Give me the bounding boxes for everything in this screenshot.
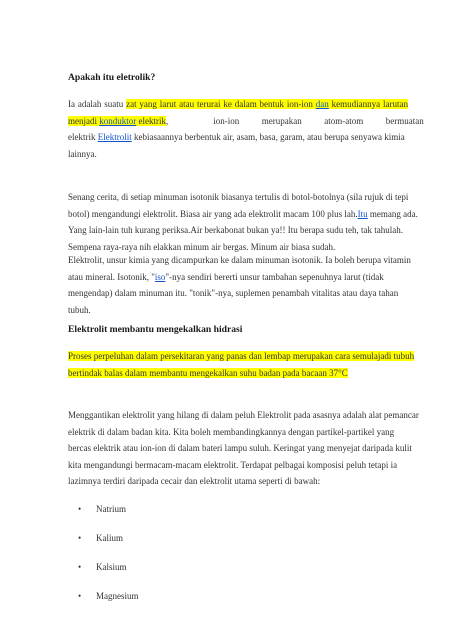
paragraph-line bbox=[68, 348, 415, 365]
paragraph-definition bbox=[68, 96, 424, 162]
paragraph-perpeluhan bbox=[68, 348, 415, 381]
paragraph-line bbox=[68, 365, 408, 382]
paragraph-line: botol) mengandungi elektrolit. Biasa air yang ada elektrolit macam 100 plus lah.Itu memang ada. bbox=[68, 208, 418, 219]
paragraph-line: Sempena raya-raya nih elakkan minum air bergas. Minum air biasa sudah. bbox=[68, 241, 336, 252]
paragraph-line: lainnya. bbox=[68, 148, 97, 159]
paragraph-line: Senang cerita, di setiap minuman isotonik biasanya tertulis di botol-botolnya (sila rujuk di tepi bbox=[68, 192, 409, 202]
bullet-icon: • bbox=[78, 533, 82, 543]
paragraph-line: elektrik di dalam badan kita. Kita boleh membandingkannya dengan partikel-partikel yang bbox=[68, 426, 395, 437]
link-iso[interactable]: iso bbox=[154, 271, 166, 282]
paragraph-line: bercas elektrik atau ion-ion di dalam bateri lampu suluh. Keringat yang menyejat daripada kulit bbox=[68, 443, 412, 453]
link-itu[interactable]: Itu bbox=[357, 208, 368, 219]
highlighted-text: zat yang larut atau terurai ke dalam bentuk ion-ion dan kemudiannya larutan bbox=[126, 99, 408, 109]
paragraph-line: mengendap) dalam minuman itu. "tonik"-nya, suplemen penambah vitalitas atau daya tahan bbox=[68, 288, 399, 298]
paragraph-line: Ia adalah suatu zat yang larut atau terurai ke dalam bentuk ion-ion dan kemudiannya larutan bbox=[68, 99, 408, 109]
paragraph-line: Elektrolit, unsur kimia yang dicampurkan ke dalam minuman isotonik. Ia boleh berupa vitamin bbox=[68, 255, 411, 265]
highlighted-text: bertindak balas dalam membantu mengekalkan suhu badan pada bacaan 37°C bbox=[68, 367, 348, 378]
bullet-icon: • bbox=[78, 504, 82, 514]
paragraph-line: kita mengandungi bermacam-macam elektrolit. Terdapat pelbagai komposisi peluh tetapi ia bbox=[68, 459, 398, 470]
paragraph-line: atau mineral. Isotonik, "iso"-nya sendiri bererti unsur tambahan sepenuhnya larut (tidak bbox=[68, 271, 384, 282]
highlighted-text: Proses perpeluhan dalam persekitaran yang panas dan lembap merupakan cara semulajadi tubuh bbox=[68, 351, 415, 361]
list-item: • Natrium bbox=[78, 504, 126, 514]
link-dan[interactable]: dan bbox=[315, 99, 329, 109]
link-konduktor[interactable]: konduktor bbox=[99, 115, 137, 126]
link-elektrolit[interactable]: Elektrolit bbox=[97, 132, 132, 142]
bullet-icon: • bbox=[78, 591, 82, 601]
paragraph-line: menjadi konduktor elektrik, ion-ion merupakan atom-atom bermuatan bbox=[68, 115, 424, 126]
paragraph-senang-cerita bbox=[68, 189, 418, 255]
paragraph-line: Menggantikan elektrolit yang hilang di dalam peluh Elektrolit pada asasnya adalah alat pemancar bbox=[68, 410, 419, 420]
heading-apakah-elektrolit: Apakah itu eletrolik? bbox=[68, 72, 156, 83]
paragraph-elektrolit-isotonik bbox=[68, 252, 411, 318]
paragraph-line: tubuh. bbox=[68, 304, 91, 315]
paragraph-menggantikan bbox=[68, 407, 419, 490]
list-item: • Kalium bbox=[78, 533, 123, 543]
bullet-icon: • bbox=[78, 562, 82, 572]
heading-hidrasi: Elektrolit membantu mengekalkan hidrasi bbox=[68, 324, 243, 335]
paragraph-line: Yang lain-lain tuh kurang periksa.Air berkabonat bukan ya!! Itu berapa sudu teh, tak tahulah. bbox=[68, 225, 403, 235]
list-item: • Kalsium bbox=[78, 562, 127, 572]
paragraph-line: elektrik Elektrolit kebiasaannya berbentuk air, asam, basa, garam, atau berupa senyawa kimia bbox=[68, 132, 405, 142]
list-item: • Magnesium bbox=[78, 591, 139, 601]
paragraph-line: lazimnya terdiri daripada cecair dan elektrolit utama seperti di bawah: bbox=[68, 476, 321, 486]
highlighted-text: menjadi konduktor elektrik bbox=[68, 115, 166, 126]
